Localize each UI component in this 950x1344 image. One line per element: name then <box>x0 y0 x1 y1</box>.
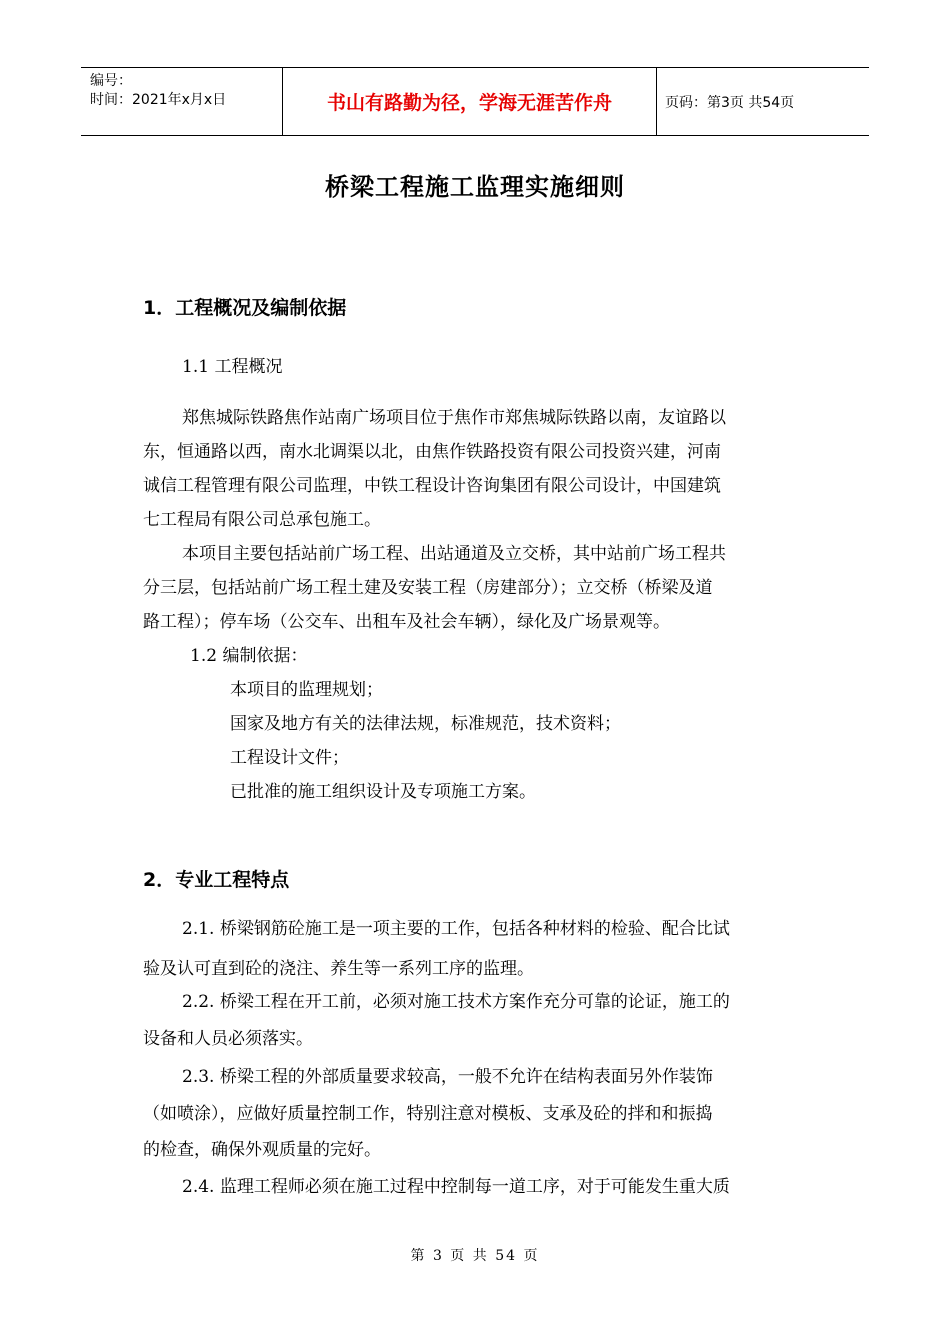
section-2-heading: 2．专业工程特点 <box>143 869 290 891</box>
feature-item-line: 设备和人员必须落实。 <box>143 1029 313 1049</box>
page-header <box>81 67 869 136</box>
subsection-1-2-heading: 1.2 编制依据： <box>190 646 308 666</box>
page-footer: 第 3 页 共 54 页 <box>410 1248 540 1264</box>
feature-item-line: （如喷涂），应做好质量控制工作，特别注意对模板、支承及砼的拌和和振捣 <box>143 1104 713 1124</box>
document-title: 桥梁工程施工监理实施细则 <box>325 173 625 201</box>
feature-item-line: 2.3. 桥梁工程的外部质量要求较高，一般不允许在结构表面另外作装饰 <box>182 1067 713 1087</box>
paragraph-line: 郑焦城际铁路焦作站南广场项目位于焦作市郑焦城际铁路以南，友谊路以 <box>182 408 726 428</box>
paragraph-line: 路工程）；停车场（公交车、出租车及社会车辆），绿化及广场景观等。 <box>143 612 670 632</box>
document-date-label: 时间：2021年x月x日 <box>90 92 227 108</box>
header-motto-cell <box>282 68 657 135</box>
basis-item: 国家及地方有关的法律法规，标准规范，技术资料； <box>230 714 621 734</box>
paragraph-line: 本项目主要包括站前广场工程、出站通道及立交桥，其中站前广场工程共 <box>182 544 726 564</box>
subsection-1-1-heading: 1.1 工程概况 <box>182 357 283 377</box>
paragraph-line: 诚信工程管理有限公司监理，中铁工程设计咨询集团有限公司设计，中国建筑 <box>143 476 721 496</box>
feature-item-line: 2.4. 监理工程师必须在施工过程中控制每一道工序，对于可能发生重大质 <box>182 1177 730 1197</box>
header-page-info: 页码：第3页 共54页 <box>665 94 795 111</box>
header-meta <box>81 68 282 135</box>
feature-item-line: 2.1. 桥梁钢筋砼施工是一项主要的工作，包括各种材料的检验、配合比试 <box>182 919 730 939</box>
header-motto: 书山有路勤为径，学海无涯苦作舟 <box>326 92 612 114</box>
feature-item-line: 的检查，确保外观质量的完好。 <box>143 1140 381 1160</box>
basis-item: 已批准的施工组织设计及专项施工方案。 <box>230 782 536 802</box>
paragraph-line: 东，恒通路以西，南水北调渠以北，由焦作铁路投资有限公司投资兴建，河南 <box>143 442 721 462</box>
feature-item-line: 2.2. 桥梁工程在开工前，必须对施工技术方案作充分可靠的论证，施工的 <box>182 992 730 1012</box>
basis-item: 本项目的监理规划； <box>230 680 383 700</box>
document-number-label: 编号： <box>90 73 132 89</box>
section-1-heading: 1．工程概况及编制依据 <box>143 297 347 319</box>
basis-item: 工程设计文件； <box>230 748 349 768</box>
paragraph-line: 分三层，包括站前广场工程土建及安装工程（房建部分）；立交桥（桥梁及道 <box>143 578 713 598</box>
feature-item-line: 验及认可直到砼的浇注、养生等一系列工序的监理。 <box>143 959 534 979</box>
paragraph-line: 七工程局有限公司总承包施工。 <box>143 510 381 530</box>
